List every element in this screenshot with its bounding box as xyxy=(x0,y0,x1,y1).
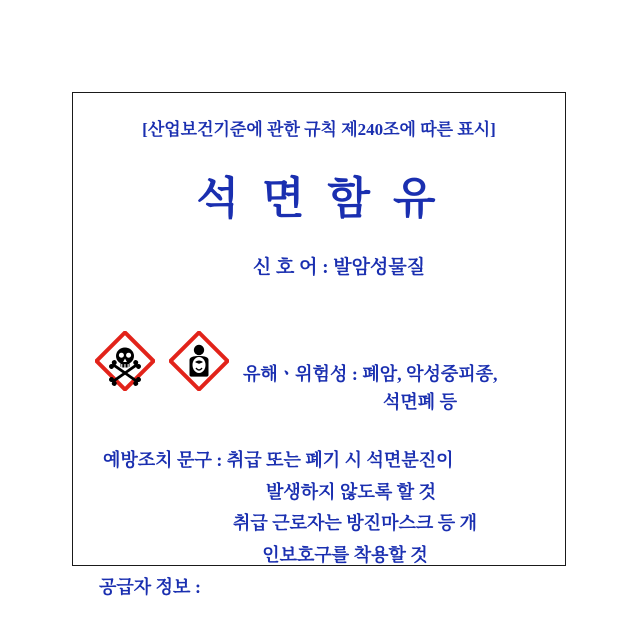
pictogram-group xyxy=(95,331,229,391)
precautionary-line1: 예방조치 문구 : 취급 또는 폐기 시 석면분진이 xyxy=(103,450,454,470)
precautionary-line3: 취급 근로자는 방진마스크 등 개 xyxy=(232,513,478,533)
hazard-statement-line1: 유해ㆍ위험성 : 폐암, 악성중피종, xyxy=(243,364,498,384)
skull-crossbones-pictogram xyxy=(95,331,155,391)
regulation-header: [산업보건기준에 관한 규칙 제240조에 따른 표시] xyxy=(142,120,496,139)
hazard-label-card xyxy=(72,92,566,597)
page-title: 석 면 함 유 xyxy=(196,174,442,223)
hazard-statement xyxy=(243,361,553,417)
precautionary-statement xyxy=(99,445,547,571)
health-hazard-pictogram xyxy=(169,331,229,391)
precautionary-line2: 발생하지 않도록 할 것 xyxy=(266,481,436,502)
hazard-statement-line2: 석면폐 등 xyxy=(382,391,458,412)
precautionary-line4: 인보호구를 착용할 것 xyxy=(262,544,428,565)
signal-word: 신 호 어 : 발암성물질 xyxy=(252,257,426,278)
supplier-info: 공급자 정보 : xyxy=(99,577,201,597)
